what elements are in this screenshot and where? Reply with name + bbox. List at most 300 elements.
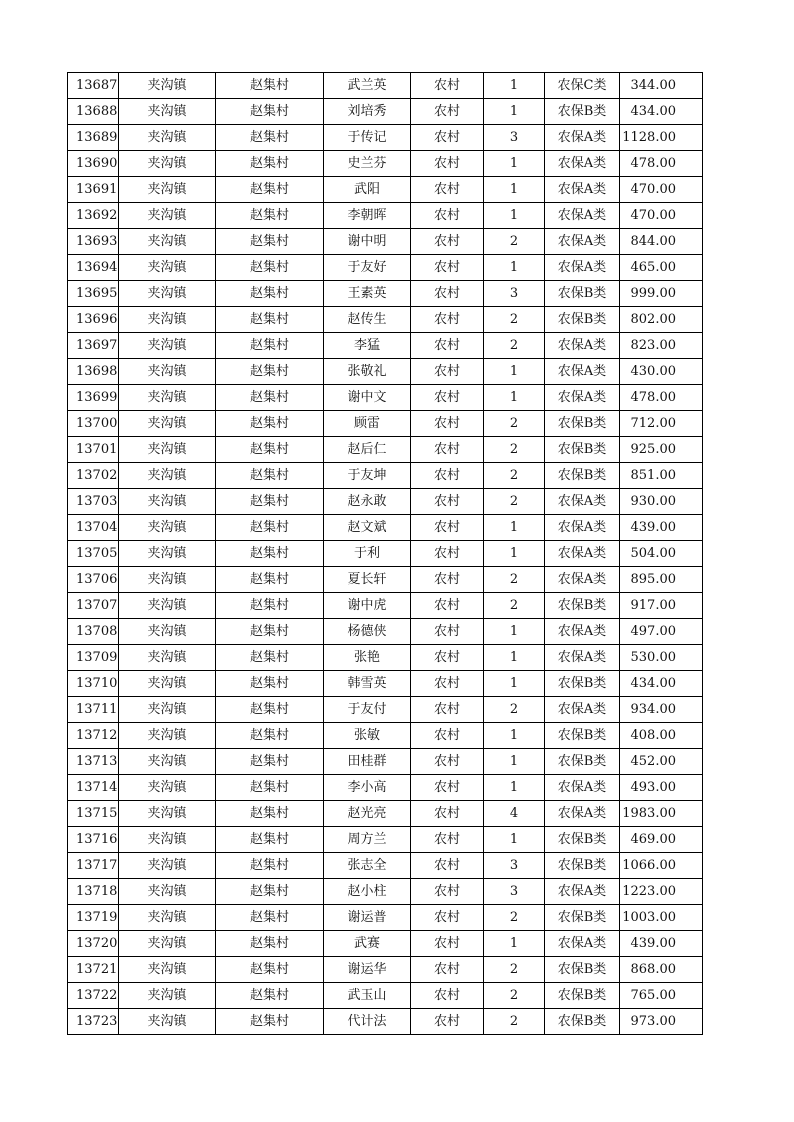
town-cell: 夹沟镇 [119,723,216,749]
table-row [68,125,703,151]
name-cell: 谢中文 [324,385,411,411]
serial-cell: 13719 [68,905,119,931]
amount-cell: 999.00 [620,281,703,307]
household-count-cell: 4 [484,801,545,827]
amount-cell: 452.00 [620,749,703,775]
serial-cell: 13687 [68,73,119,99]
name-cell: 王素英 [324,281,411,307]
town-cell: 夹沟镇 [119,437,216,463]
amount-cell: 1128.00 [620,125,703,151]
table-row [68,515,703,541]
amount-cell: 478.00 [620,385,703,411]
town-cell: 夹沟镇 [119,931,216,957]
household-count-cell: 1 [484,619,545,645]
village-cell: 赵集村 [216,177,324,203]
serial-cell: 13698 [68,359,119,385]
area-type-cell: 农村 [411,853,484,879]
serial-cell: 13716 [68,827,119,853]
amount-cell: 917.00 [620,593,703,619]
area-type-cell: 农村 [411,567,484,593]
serial-cell: 13717 [68,853,119,879]
serial-cell: 13721 [68,957,119,983]
name-cell: 代计法 [324,1009,411,1035]
village-cell: 赵集村 [216,437,324,463]
household-count-cell: 3 [484,853,545,879]
insurance-category-cell: 农保B类 [545,853,620,879]
serial-cell: 13700 [68,411,119,437]
amount-cell: 844.00 [620,229,703,255]
household-count-cell: 2 [484,983,545,1009]
town-cell: 夹沟镇 [119,151,216,177]
serial-cell: 13690 [68,151,119,177]
household-count-cell: 2 [484,567,545,593]
amount-cell: 1223.00 [620,879,703,905]
table-row [68,697,703,723]
insurance-category-cell: 农保B类 [545,463,620,489]
area-type-cell: 农村 [411,905,484,931]
table-row [68,853,703,879]
insurance-category-cell: 农保B类 [545,1009,620,1035]
insurance-category-cell: 农保C类 [545,73,620,99]
amount-cell: 469.00 [620,827,703,853]
town-cell: 夹沟镇 [119,255,216,281]
name-cell: 武赛 [324,931,411,957]
table-row [68,983,703,1009]
town-cell: 夹沟镇 [119,749,216,775]
household-count-cell: 1 [484,775,545,801]
area-type-cell: 农村 [411,151,484,177]
area-type-cell: 农村 [411,255,484,281]
amount-cell: 344.00 [620,73,703,99]
insurance-category-cell: 农保A类 [545,333,620,359]
village-cell: 赵集村 [216,203,324,229]
table-row [68,619,703,645]
household-count-cell: 1 [484,515,545,541]
name-cell: 田桂群 [324,749,411,775]
village-cell: 赵集村 [216,957,324,983]
village-cell: 赵集村 [216,671,324,697]
area-type-cell: 农村 [411,749,484,775]
village-cell: 赵集村 [216,463,324,489]
amount-cell: 868.00 [620,957,703,983]
serial-cell: 13709 [68,645,119,671]
village-cell: 赵集村 [216,931,324,957]
insurance-category-cell: 农保A类 [545,697,620,723]
table-row [68,281,703,307]
table-row [68,879,703,905]
household-count-cell: 2 [484,489,545,515]
household-count-cell: 1 [484,151,545,177]
amount-cell: 430.00 [620,359,703,385]
table-row [68,827,703,853]
insurance-category-cell: 农保A类 [545,775,620,801]
town-cell: 夹沟镇 [119,229,216,255]
name-cell: 夏长轩 [324,567,411,593]
household-count-cell: 1 [484,931,545,957]
area-type-cell: 农村 [411,333,484,359]
table-row [68,73,703,99]
table-row [68,385,703,411]
amount-cell: 408.00 [620,723,703,749]
household-count-cell: 2 [484,333,545,359]
table-row [68,801,703,827]
table-row [68,671,703,697]
town-cell: 夹沟镇 [119,697,216,723]
village-cell: 赵集村 [216,645,324,671]
town-cell: 夹沟镇 [119,983,216,1009]
household-count-cell: 2 [484,411,545,437]
village-cell: 赵集村 [216,307,324,333]
area-type-cell: 农村 [411,645,484,671]
serial-cell: 13712 [68,723,119,749]
name-cell: 赵光亮 [324,801,411,827]
amount-cell: 712.00 [620,411,703,437]
village-cell: 赵集村 [216,281,324,307]
town-cell: 夹沟镇 [119,73,216,99]
name-cell: 李小高 [324,775,411,801]
village-cell: 赵集村 [216,541,324,567]
name-cell: 谢运华 [324,957,411,983]
area-type-cell: 农村 [411,489,484,515]
town-cell: 夹沟镇 [119,99,216,125]
name-cell: 于传记 [324,125,411,151]
amount-cell: 434.00 [620,99,703,125]
area-type-cell: 农村 [411,125,484,151]
serial-cell: 13695 [68,281,119,307]
area-type-cell: 农村 [411,983,484,1009]
insurance-category-cell: 农保B类 [545,593,620,619]
amount-cell: 930.00 [620,489,703,515]
area-type-cell: 农村 [411,411,484,437]
name-cell: 于友好 [324,255,411,281]
area-type-cell: 农村 [411,931,484,957]
name-cell: 韩雪英 [324,671,411,697]
name-cell: 周方兰 [324,827,411,853]
area-type-cell: 农村 [411,593,484,619]
table-row [68,931,703,957]
village-cell: 赵集村 [216,697,324,723]
amount-cell: 1066.00 [620,853,703,879]
serial-cell: 13723 [68,1009,119,1035]
area-type-cell: 农村 [411,697,484,723]
serial-cell: 13708 [68,619,119,645]
area-type-cell: 农村 [411,177,484,203]
area-type-cell: 农村 [411,99,484,125]
insurance-category-cell: 农保A类 [545,177,620,203]
name-cell: 李猛 [324,333,411,359]
insurance-category-cell: 农保A类 [545,255,620,281]
village-cell: 赵集村 [216,1009,324,1035]
serial-cell: 13697 [68,333,119,359]
household-count-cell: 2 [484,957,545,983]
amount-cell: 765.00 [620,983,703,1009]
serial-cell: 13710 [68,671,119,697]
amount-cell: 823.00 [620,333,703,359]
household-count-cell: 2 [484,437,545,463]
village-cell: 赵集村 [216,749,324,775]
name-cell: 张敬礼 [324,359,411,385]
town-cell: 夹沟镇 [119,775,216,801]
amount-cell: 973.00 [620,1009,703,1035]
household-count-cell: 3 [484,125,545,151]
town-cell: 夹沟镇 [119,333,216,359]
name-cell: 谢中明 [324,229,411,255]
insurance-category-cell: 农保A类 [545,931,620,957]
town-cell: 夹沟镇 [119,463,216,489]
village-cell: 赵集村 [216,593,324,619]
village-cell: 赵集村 [216,983,324,1009]
area-type-cell: 农村 [411,879,484,905]
town-cell: 夹沟镇 [119,203,216,229]
town-cell: 夹沟镇 [119,905,216,931]
name-cell: 史兰芬 [324,151,411,177]
insurance-category-cell: 农保A类 [545,151,620,177]
table-row [68,359,703,385]
table-row [68,775,703,801]
serial-cell: 13715 [68,801,119,827]
household-count-cell: 1 [484,671,545,697]
serial-cell: 13722 [68,983,119,1009]
amount-cell: 925.00 [620,437,703,463]
serial-cell: 13696 [68,307,119,333]
serial-cell: 13692 [68,203,119,229]
name-cell: 杨德侠 [324,619,411,645]
area-type-cell: 农村 [411,723,484,749]
serial-cell: 13711 [68,697,119,723]
town-cell: 夹沟镇 [119,541,216,567]
household-count-cell: 1 [484,541,545,567]
name-cell: 张艳 [324,645,411,671]
name-cell: 赵后仁 [324,437,411,463]
table-row [68,229,703,255]
village-cell: 赵集村 [216,879,324,905]
village-cell: 赵集村 [216,151,324,177]
village-cell: 赵集村 [216,775,324,801]
town-cell: 夹沟镇 [119,593,216,619]
area-type-cell: 农村 [411,801,484,827]
village-cell: 赵集村 [216,905,324,931]
serial-cell: 13699 [68,385,119,411]
amount-cell: 895.00 [620,567,703,593]
insurance-category-cell: 农保A类 [545,203,620,229]
insurance-category-cell: 农保A类 [545,879,620,905]
town-cell: 夹沟镇 [119,125,216,151]
amount-cell: 470.00 [620,177,703,203]
serial-cell: 13688 [68,99,119,125]
town-cell: 夹沟镇 [119,801,216,827]
table-row [68,255,703,281]
household-count-cell: 1 [484,385,545,411]
serial-cell: 13689 [68,125,119,151]
village-cell: 赵集村 [216,801,324,827]
town-cell: 夹沟镇 [119,827,216,853]
insurance-category-cell: 农保A类 [545,801,620,827]
amount-cell: 1003.00 [620,905,703,931]
household-count-cell: 1 [484,827,545,853]
insurance-category-cell: 农保B类 [545,749,620,775]
household-count-cell: 2 [484,1009,545,1035]
insurance-category-cell: 农保B类 [545,671,620,697]
village-cell: 赵集村 [216,73,324,99]
town-cell: 夹沟镇 [119,645,216,671]
name-cell: 武玉山 [324,983,411,1009]
insurance-category-cell: 农保B类 [545,723,620,749]
insurance-category-cell: 农保A类 [545,125,620,151]
household-count-cell: 3 [484,879,545,905]
area-type-cell: 农村 [411,619,484,645]
town-cell: 夹沟镇 [119,853,216,879]
household-count-cell: 1 [484,255,545,281]
serial-cell: 13718 [68,879,119,905]
amount-cell: 530.00 [620,645,703,671]
amount-cell: 934.00 [620,697,703,723]
area-type-cell: 农村 [411,463,484,489]
amount-cell: 470.00 [620,203,703,229]
amount-cell: 497.00 [620,619,703,645]
village-cell: 赵集村 [216,385,324,411]
amount-cell: 465.00 [620,255,703,281]
table-row [68,307,703,333]
name-cell: 赵小柱 [324,879,411,905]
village-cell: 赵集村 [216,827,324,853]
amount-cell: 439.00 [620,931,703,957]
table-row [68,1009,703,1035]
amount-cell: 504.00 [620,541,703,567]
household-count-cell: 2 [484,229,545,255]
household-count-cell: 1 [484,203,545,229]
name-cell: 张敏 [324,723,411,749]
insurance-category-cell: 农保A类 [545,359,620,385]
village-cell: 赵集村 [216,853,324,879]
table-row [68,177,703,203]
name-cell: 刘培秀 [324,99,411,125]
town-cell: 夹沟镇 [119,1009,216,1035]
household-count-cell: 1 [484,359,545,385]
table-row [68,203,703,229]
household-count-cell: 1 [484,645,545,671]
village-cell: 赵集村 [216,723,324,749]
village-cell: 赵集村 [216,411,324,437]
area-type-cell: 农村 [411,437,484,463]
village-cell: 赵集村 [216,567,324,593]
village-cell: 赵集村 [216,359,324,385]
table-body [68,73,703,1035]
area-type-cell: 农村 [411,385,484,411]
data-table [67,72,703,1035]
table-row [68,411,703,437]
table-row [68,437,703,463]
table-row [68,905,703,931]
town-cell: 夹沟镇 [119,957,216,983]
name-cell: 张志全 [324,853,411,879]
household-count-cell: 1 [484,73,545,99]
name-cell: 赵文斌 [324,515,411,541]
insurance-category-cell: 农保A类 [545,385,620,411]
area-type-cell: 农村 [411,307,484,333]
name-cell: 顾雷 [324,411,411,437]
insurance-category-cell: 农保B类 [545,905,620,931]
name-cell: 赵传生 [324,307,411,333]
serial-cell: 13703 [68,489,119,515]
village-cell: 赵集村 [216,229,324,255]
town-cell: 夹沟镇 [119,359,216,385]
village-cell: 赵集村 [216,99,324,125]
table-row [68,723,703,749]
insurance-category-cell: 农保B类 [545,437,620,463]
table-row [68,489,703,515]
serial-cell: 13694 [68,255,119,281]
name-cell: 谢运普 [324,905,411,931]
name-cell: 李朝晖 [324,203,411,229]
area-type-cell: 农村 [411,1009,484,1035]
insurance-category-cell: 农保A类 [545,515,620,541]
area-type-cell: 农村 [411,541,484,567]
town-cell: 夹沟镇 [119,489,216,515]
amount-cell: 434.00 [620,671,703,697]
household-count-cell: 2 [484,463,545,489]
town-cell: 夹沟镇 [119,567,216,593]
amount-cell: 493.00 [620,775,703,801]
name-cell: 赵永敢 [324,489,411,515]
serial-cell: 13701 [68,437,119,463]
insurance-category-cell: 农保B类 [545,957,620,983]
table-row [68,567,703,593]
table-row [68,541,703,567]
household-count-cell: 2 [484,697,545,723]
village-cell: 赵集村 [216,515,324,541]
village-cell: 赵集村 [216,619,324,645]
name-cell: 于友付 [324,697,411,723]
town-cell: 夹沟镇 [119,671,216,697]
town-cell: 夹沟镇 [119,177,216,203]
amount-cell: 478.00 [620,151,703,177]
table-row [68,957,703,983]
insurance-category-cell: 农保A类 [545,567,620,593]
area-type-cell: 农村 [411,73,484,99]
insurance-category-cell: 农保A类 [545,489,620,515]
household-count-cell: 1 [484,723,545,749]
town-cell: 夹沟镇 [119,411,216,437]
town-cell: 夹沟镇 [119,515,216,541]
area-type-cell: 农村 [411,203,484,229]
serial-cell: 13702 [68,463,119,489]
serial-cell: 13704 [68,515,119,541]
amount-cell: 439.00 [620,515,703,541]
insurance-category-cell: 农保A类 [545,619,620,645]
town-cell: 夹沟镇 [119,307,216,333]
table-row [68,151,703,177]
town-cell: 夹沟镇 [119,281,216,307]
insurance-category-cell: 农保B类 [545,307,620,333]
insurance-category-cell: 农保B类 [545,99,620,125]
insurance-category-cell: 农保B类 [545,827,620,853]
table-row [68,645,703,671]
village-cell: 赵集村 [216,489,324,515]
table-row [68,749,703,775]
village-cell: 赵集村 [216,333,324,359]
insurance-category-cell: 农保B类 [545,281,620,307]
table-row [68,593,703,619]
insurance-category-cell: 农保A类 [545,645,620,671]
serial-cell: 13714 [68,775,119,801]
table-row [68,463,703,489]
insurance-category-cell: 农保A类 [545,541,620,567]
name-cell: 于利 [324,541,411,567]
area-type-cell: 农村 [411,229,484,255]
serial-cell: 13693 [68,229,119,255]
household-count-cell: 2 [484,307,545,333]
serial-cell: 13706 [68,567,119,593]
